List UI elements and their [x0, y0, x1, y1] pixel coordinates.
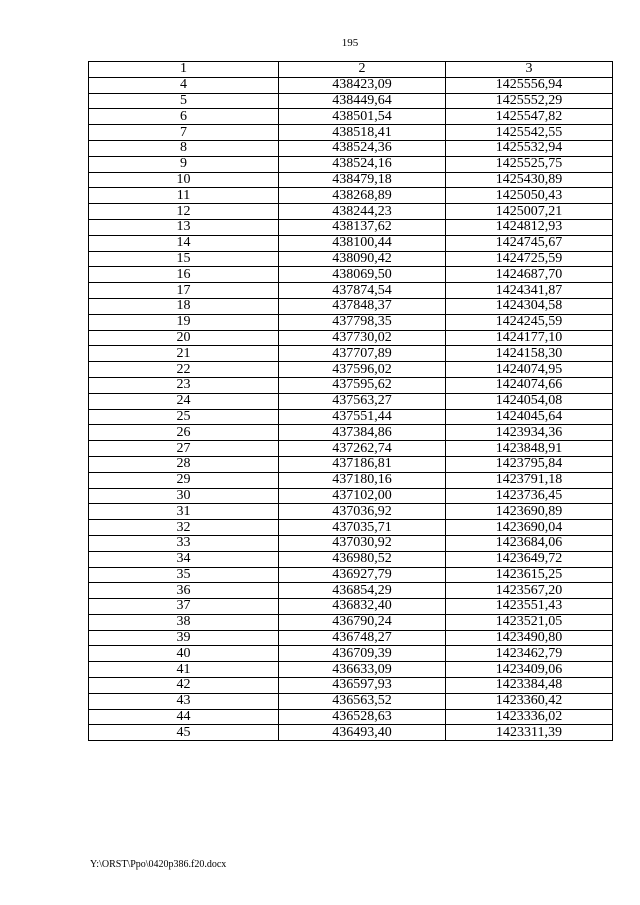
table-row	[89, 709, 613, 725]
table-cell-col-3: 1425050,43	[446, 188, 613, 204]
table-cell-col-1: 30	[89, 488, 279, 504]
table-cell-col-1: 19	[89, 314, 279, 330]
table-cell-col-3: 1424745,67	[446, 235, 613, 251]
table-cell-col-1: 43	[89, 693, 279, 709]
table-row	[89, 520, 613, 536]
table-cell-col-3: 1423690,04	[446, 520, 613, 536]
table-header-row	[89, 62, 613, 78]
table-cell-col-3: 1424158,30	[446, 346, 613, 362]
table-row	[89, 346, 613, 362]
column-header-2: 2	[279, 62, 446, 78]
table-cell-col-2: 438069,50	[279, 267, 446, 283]
table-cell-col-3: 1424074,95	[446, 362, 613, 378]
table-cell-col-2: 436927,79	[279, 567, 446, 583]
table-row	[89, 630, 613, 646]
table-cell-col-2: 436633,09	[279, 662, 446, 678]
table-cell-col-3: 1423795,84	[446, 456, 613, 472]
table-row	[89, 662, 613, 678]
table-row	[89, 646, 613, 662]
table-cell-col-3: 1423462,79	[446, 646, 613, 662]
table-cell-col-2: 436854,29	[279, 583, 446, 599]
table-cell-col-2: 436980,52	[279, 551, 446, 567]
table-cell-col-1: 6	[89, 109, 279, 125]
table-cell-col-1: 35	[89, 567, 279, 583]
table-row	[89, 362, 613, 378]
table-row	[89, 219, 613, 235]
table-cell-col-2: 437036,92	[279, 504, 446, 520]
table-cell-col-3: 1425430,89	[446, 172, 613, 188]
table-cell-col-1: 41	[89, 662, 279, 678]
table-cell-col-1: 5	[89, 93, 279, 109]
table-row	[89, 456, 613, 472]
table-cell-col-2: 438524,16	[279, 156, 446, 172]
table-row	[89, 330, 613, 346]
table-cell-col-2: 438479,18	[279, 172, 446, 188]
table-cell-col-3: 1423521,05	[446, 614, 613, 630]
table-row	[89, 693, 613, 709]
table-cell-col-1: 10	[89, 172, 279, 188]
table-body	[89, 77, 613, 740]
table-cell-col-1: 23	[89, 377, 279, 393]
table-cell-col-1: 9	[89, 156, 279, 172]
table-cell-col-1: 37	[89, 599, 279, 615]
table-cell-col-1: 26	[89, 425, 279, 441]
table-cell-col-1: 33	[89, 535, 279, 551]
table-cell-col-3: 1423615,25	[446, 567, 613, 583]
table-row	[89, 535, 613, 551]
table-cell-col-1: 7	[89, 125, 279, 141]
table-row	[89, 393, 613, 409]
table-cell-col-2: 437707,89	[279, 346, 446, 362]
table-cell-col-3: 1424812,93	[446, 219, 613, 235]
table-cell-col-2: 437384,86	[279, 425, 446, 441]
table-row	[89, 140, 613, 156]
table-cell-col-1: 22	[89, 362, 279, 378]
table-cell-col-2: 437551,44	[279, 409, 446, 425]
table-row	[89, 156, 613, 172]
table-cell-col-2: 438268,89	[279, 188, 446, 204]
table-row	[89, 172, 613, 188]
table-row	[89, 504, 613, 520]
table-row	[89, 283, 613, 299]
table-row	[89, 109, 613, 125]
table-cell-col-2: 438090,42	[279, 251, 446, 267]
table-row	[89, 472, 613, 488]
table-cell-col-2: 437848,37	[279, 298, 446, 314]
table-cell-col-1: 13	[89, 219, 279, 235]
table-row	[89, 488, 613, 504]
table-cell-col-2: 438137,62	[279, 219, 446, 235]
table-cell-col-1: 27	[89, 441, 279, 457]
table-row	[89, 678, 613, 694]
table-cell-col-2: 438524,36	[279, 140, 446, 156]
table-cell-col-3: 1424074,66	[446, 377, 613, 393]
table-cell-col-1: 18	[89, 298, 279, 314]
table-cell-col-1: 25	[89, 409, 279, 425]
table-cell-col-3: 1425556,94	[446, 77, 613, 93]
table-row	[89, 725, 613, 741]
table-cell-col-3: 1423384,48	[446, 678, 613, 694]
table-cell-col-3: 1423409,06	[446, 662, 613, 678]
table-cell-col-3: 1423567,20	[446, 583, 613, 599]
table-cell-col-3: 1425007,21	[446, 204, 613, 220]
table-cell-col-2: 436563,52	[279, 693, 446, 709]
table-row	[89, 441, 613, 457]
table-row	[89, 298, 613, 314]
table-cell-col-3: 1423649,72	[446, 551, 613, 567]
table-cell-col-3: 1423684,06	[446, 535, 613, 551]
table-row	[89, 614, 613, 630]
table-cell-col-1: 45	[89, 725, 279, 741]
table-cell-col-3: 1424054,08	[446, 393, 613, 409]
table-cell-col-1: 34	[89, 551, 279, 567]
table-cell-col-2: 438518,41	[279, 125, 446, 141]
table-cell-col-1: 14	[89, 235, 279, 251]
table-cell-col-3: 1424245,59	[446, 314, 613, 330]
coordinates-table	[88, 61, 613, 741]
table-cell-col-1: 40	[89, 646, 279, 662]
table-cell-col-1: 17	[89, 283, 279, 299]
table-cell-col-3: 1424304,58	[446, 298, 613, 314]
table-cell-col-1: 12	[89, 204, 279, 220]
table-row	[89, 314, 613, 330]
table-cell-col-2: 436709,39	[279, 646, 446, 662]
table-cell-col-2: 436832,40	[279, 599, 446, 615]
table-row	[89, 425, 613, 441]
table-row	[89, 188, 613, 204]
table-cell-col-1: 32	[89, 520, 279, 536]
table-cell-col-1: 44	[89, 709, 279, 725]
table-row	[89, 551, 613, 567]
table-cell-col-3: 1425542,55	[446, 125, 613, 141]
table-cell-col-3: 1423690,89	[446, 504, 613, 520]
table-cell-col-3: 1424177,10	[446, 330, 613, 346]
table-row	[89, 204, 613, 220]
table-cell-col-1: 20	[89, 330, 279, 346]
table-cell-col-2: 436493,40	[279, 725, 446, 741]
table-cell-col-1: 24	[89, 393, 279, 409]
table-cell-col-2: 437798,35	[279, 314, 446, 330]
table-cell-col-3: 1423736,45	[446, 488, 613, 504]
table-cell-col-1: 28	[89, 456, 279, 472]
table-cell-col-3: 1425532,94	[446, 140, 613, 156]
table-cell-col-3: 1423336,02	[446, 709, 613, 725]
table-cell-col-3: 1425547,82	[446, 109, 613, 125]
table-cell-col-2: 436790,24	[279, 614, 446, 630]
table-cell-col-2: 437730,02	[279, 330, 446, 346]
table-row	[89, 251, 613, 267]
table-cell-col-2: 437186,81	[279, 456, 446, 472]
table-cell-col-3: 1423848,91	[446, 441, 613, 457]
table-cell-col-2: 437563,27	[279, 393, 446, 409]
table-cell-col-2: 437874,54	[279, 283, 446, 299]
table-row	[89, 583, 613, 599]
column-header-3: 3	[446, 62, 613, 78]
table-cell-col-1: 36	[89, 583, 279, 599]
table-cell-col-3: 1424341,87	[446, 283, 613, 299]
table-cell-col-3: 1425525,75	[446, 156, 613, 172]
table-cell-col-1: 4	[89, 77, 279, 93]
table-cell-col-2: 438501,54	[279, 109, 446, 125]
table-cell-col-2: 437030,92	[279, 535, 446, 551]
table-cell-col-3: 1423934,36	[446, 425, 613, 441]
table-cell-col-1: 11	[89, 188, 279, 204]
table-row	[89, 567, 613, 583]
table-row	[89, 599, 613, 615]
table-cell-col-1: 8	[89, 140, 279, 156]
column-header-1: 1	[89, 62, 279, 78]
table-cell-col-3: 1423490,80	[446, 630, 613, 646]
table-cell-col-1: 42	[89, 678, 279, 694]
table-cell-col-2: 437180,16	[279, 472, 446, 488]
table-cell-col-2: 437596,02	[279, 362, 446, 378]
table-cell-col-2: 438423,09	[279, 77, 446, 93]
table-cell-col-2: 436597,93	[279, 678, 446, 694]
table-cell-col-3: 1423791,18	[446, 472, 613, 488]
table-cell-col-2: 437035,71	[279, 520, 446, 536]
table-cell-col-1: 38	[89, 614, 279, 630]
table-cell-col-1: 21	[89, 346, 279, 362]
table-cell-col-3: 1423551,43	[446, 599, 613, 615]
table-row	[89, 93, 613, 109]
table-cell-col-2: 438244,23	[279, 204, 446, 220]
table-cell-col-2: 438100,44	[279, 235, 446, 251]
table-cell-col-1: 16	[89, 267, 279, 283]
page-number: 195	[341, 37, 359, 49]
footer-file-path: Y:\ORST\Ppo\0420p386.f20.docx	[90, 859, 227, 870]
table-cell-col-1: 39	[89, 630, 279, 646]
table-cell-col-1: 15	[89, 251, 279, 267]
table-cell-col-2: 437262,74	[279, 441, 446, 457]
table-cell-col-3: 1423360,42	[446, 693, 613, 709]
table-cell-col-1: 31	[89, 504, 279, 520]
table-row	[89, 409, 613, 425]
table-cell-col-2: 436528,63	[279, 709, 446, 725]
table-cell-col-3: 1423311,39	[446, 725, 613, 741]
table-row	[89, 377, 613, 393]
table-cell-col-2: 436748,27	[279, 630, 446, 646]
table-row	[89, 77, 613, 93]
table-cell-col-1: 29	[89, 472, 279, 488]
table-cell-col-3: 1424045,64	[446, 409, 613, 425]
table-cell-col-3: 1424725,59	[446, 251, 613, 267]
table-cell-col-2: 438449,64	[279, 93, 446, 109]
table-cell-col-2: 437102,00	[279, 488, 446, 504]
table-row	[89, 125, 613, 141]
table-cell-col-2: 437595,62	[279, 377, 446, 393]
table-cell-col-3: 1424687,70	[446, 267, 613, 283]
table-row	[89, 267, 613, 283]
table-row	[89, 235, 613, 251]
table-cell-col-3: 1425552,29	[446, 93, 613, 109]
